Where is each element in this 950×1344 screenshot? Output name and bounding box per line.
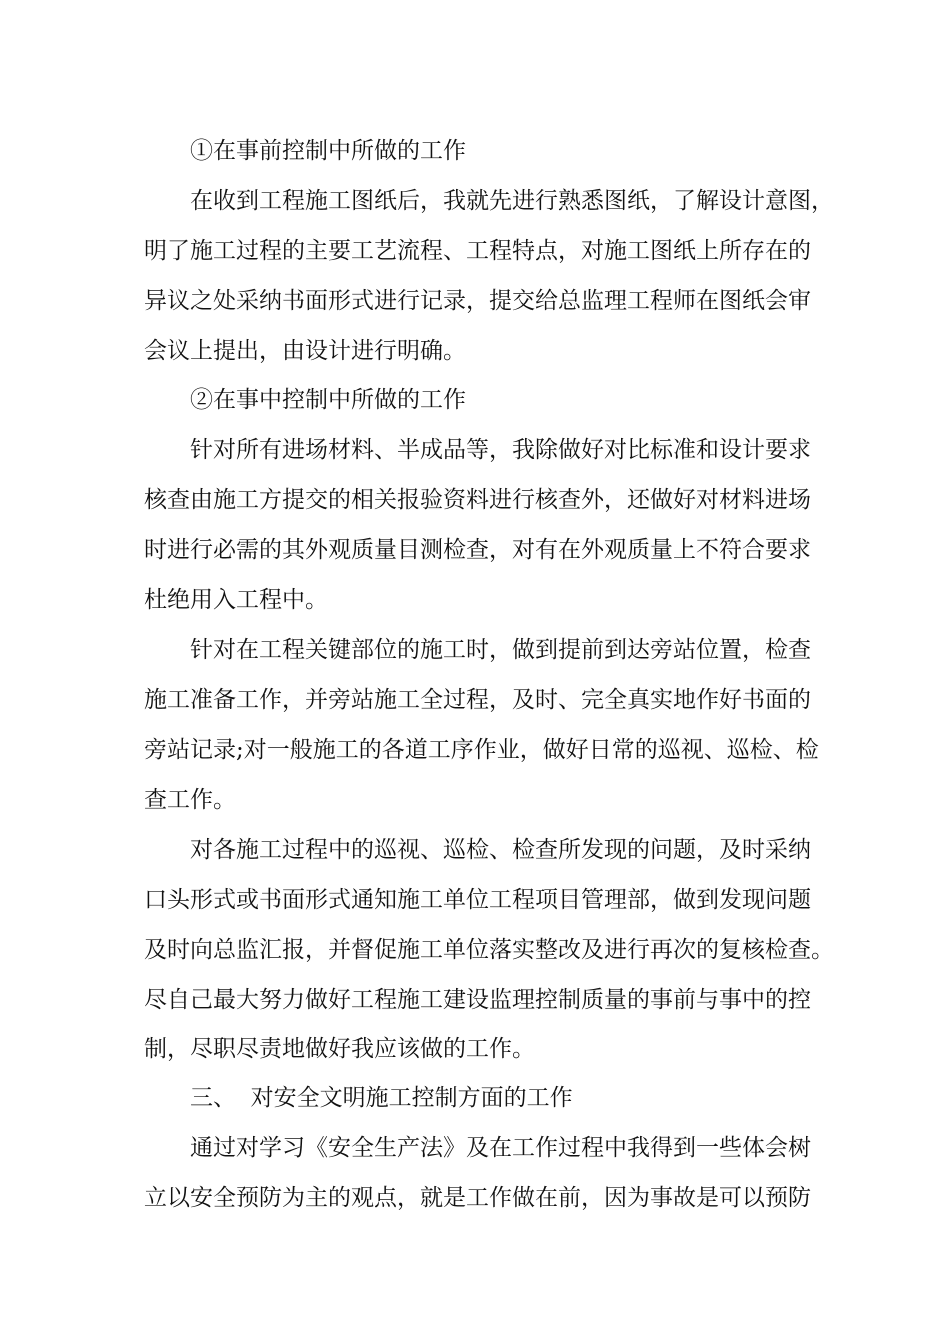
paragraph-line: 施工准备工作，并旁站施工全过程，及时、完全真实地作好书面的 [144,687,811,713]
paragraph-line: 明了施工过程的主要工艺流程、工程特点，对施工图纸上所存在的 [144,238,811,264]
paragraph-line: 查工作。 [144,787,236,813]
heading-in-control: ②在事中控制中所做的工作 [190,387,466,413]
heading-pre-control: ①在事前控制中所做的工作 [190,138,466,164]
paragraph-line: 针对所有进场材料、半成品等，我除做好对比标准和设计要求 [190,437,811,463]
paragraph-line: 旁站记录;对一般施工的各道工序作业，做好日常的巡视、巡检、检 [144,737,819,763]
paragraph-line: 核查由施工方提交的相关报验资料进行核查外，还做好对材料进场 [144,487,811,513]
paragraph-line: 及时向总监汇报，并督促施工单位落实整改及进行再次的复核检查。 [144,937,834,963]
paragraph-line: 异议之处采纳书面形式进行记录，提交给总监理工程师在图纸会审 [144,288,811,314]
paragraph-line: 通过对学习《安全生产法》及在工作过程中我得到一些体会树 [190,1135,811,1161]
paragraph-line: 在收到工程施工图纸后，我就先进行熟悉图纸，了解设计意图， [190,188,834,214]
paragraph-line: 时进行必需的其外观质量目测检查，对有在外观质量上不符合要求 [144,537,811,563]
paragraph-line: 制，尽职尽责地做好我应该做的工作。 [144,1036,535,1062]
paragraph-line: 尽自己最大努力做好工程施工建设监理控制质量的事前与事中的控 [144,987,811,1013]
paragraph-line: 会议上提出，由设计进行明确。 [144,338,466,364]
paragraph-line: 立以安全预防为主的观点，就是工作做在前，因为事故是可以预防 [144,1185,811,1211]
paragraph-line: 口头形式或书面形式通知施工单位工程项目管理部，做到发现问题 [144,887,811,913]
paragraph-line: 杜绝用入工程中。 [144,587,328,613]
heading-safety-section: 三、 对安全文明施工控制方面的工作 [190,1085,573,1111]
paragraph-line: 针对在工程关键部位的施工时，做到提前到达旁站位置，检查 [190,637,811,663]
paragraph-line: 对各施工过程中的巡视、巡检、检查所发现的问题，及时采纳 [190,837,811,863]
